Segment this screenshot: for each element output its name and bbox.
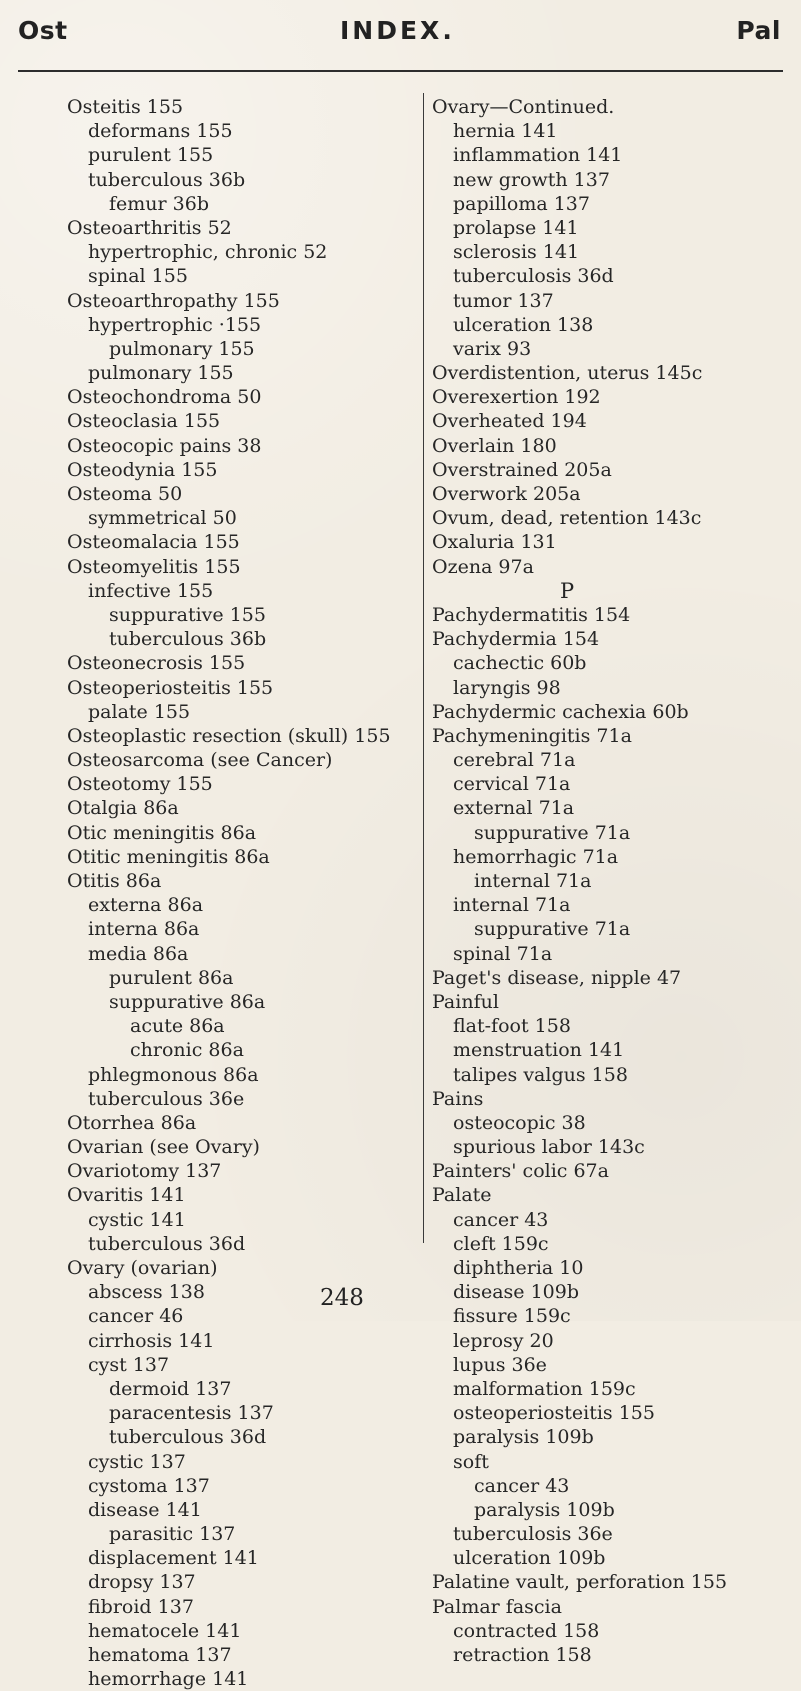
index-entry: paralysis 109b xyxy=(474,1498,615,1521)
index-entry: Painful xyxy=(432,990,499,1013)
index-entry: ulceration 138 xyxy=(453,313,594,336)
index-entry: Pachydermia 154 xyxy=(432,628,600,651)
index-entry: tuberculosis 36d xyxy=(453,265,614,288)
right-index-column xyxy=(432,95,782,1667)
index-entry: external 71a xyxy=(453,797,575,820)
index-entry: internal 71a xyxy=(474,870,592,892)
index-entry: cancer 43 xyxy=(453,1208,549,1231)
index-entry: hematocele 141 xyxy=(88,1619,242,1642)
index-entry: talipes valgus 158 xyxy=(453,1063,628,1086)
index-entry: suppurative 155 xyxy=(109,603,266,626)
index-entry: Osteitis 155 xyxy=(67,96,184,118)
index-entry: Overheated 194 xyxy=(432,410,587,433)
index-entry: pulmonary 155 xyxy=(109,337,255,360)
index-entry: soft xyxy=(453,1450,489,1473)
index-entry: purulent 86a xyxy=(109,966,234,989)
index-entry: Palate xyxy=(432,1184,492,1207)
index-entry: tuberculosis 36e xyxy=(453,1523,613,1546)
index-entry: diphtheria 10 xyxy=(453,1257,584,1279)
index-entry: deformans 155 xyxy=(88,120,233,143)
index-entry: femur 36b xyxy=(109,192,209,215)
left-index-column xyxy=(67,95,412,1691)
index-entry: malformation 159c xyxy=(453,1377,636,1400)
index-entry: fibroid 137 xyxy=(88,1595,194,1618)
index-entry: Osteochondroma 50 xyxy=(67,386,262,409)
index-entry: parasitic 137 xyxy=(109,1523,236,1546)
index-entry: Ovary (ovarian) xyxy=(67,1257,218,1279)
index-entry: hemorrhagic 71a xyxy=(453,845,619,868)
index-entry: Ovaritis 141 xyxy=(67,1184,186,1207)
header-rule xyxy=(18,70,783,72)
index-entry: Osteodynia 155 xyxy=(67,458,218,481)
index-entry: Pachydermatitis 154 xyxy=(432,603,631,626)
index-entry: leprosy 20 xyxy=(453,1329,554,1352)
index-entry: Otitis 86a xyxy=(67,870,162,892)
index-entry: retraction 158 xyxy=(453,1644,592,1666)
index-entry: hernia 141 xyxy=(453,120,558,143)
index-entry: tumor 137 xyxy=(453,289,554,312)
index-entry: Palatine vault, perforation 155 xyxy=(432,1571,728,1594)
index-entry: Painters' colic 67a xyxy=(432,1160,609,1183)
index-entry: lupus 36e xyxy=(453,1353,547,1376)
index-entry: Pachymeningitis 71a xyxy=(432,724,632,747)
index-entry: Ovariotomy 137 xyxy=(67,1160,222,1183)
index-entry: spinal 155 xyxy=(88,265,188,288)
index-entry: phlegmonous 86a xyxy=(88,1063,259,1086)
index-entry: sclerosis 141 xyxy=(453,241,580,264)
index-entry: P xyxy=(560,578,575,603)
index-entry: Osteocopic pains 38 xyxy=(67,434,262,457)
index-entry: fissure 159c xyxy=(453,1305,571,1328)
index-entry: Osteomyelitis 155 xyxy=(67,555,241,578)
index-entry: internal 71a xyxy=(453,894,571,917)
index-entry: cleft 159c xyxy=(453,1232,549,1255)
index-entry: cerebral 71a xyxy=(453,749,576,772)
index-entry: cachectic 60b xyxy=(453,652,587,675)
page-number: 248 xyxy=(320,1285,364,1311)
index-entry: Otic meningitis 86a xyxy=(67,821,257,844)
index-entry: disease 141 xyxy=(88,1498,202,1521)
index-entry: hematoma 137 xyxy=(88,1644,232,1666)
index-entry: Overlain 180 xyxy=(432,434,557,457)
index-entry: Palmar fascia xyxy=(432,1595,562,1618)
index-entry: Osteoarthropathy 155 xyxy=(67,289,280,312)
index-entry: Pains xyxy=(432,1087,484,1110)
index-entry: purulent 155 xyxy=(88,144,214,167)
index-entry: pulmonary 155 xyxy=(88,362,234,385)
index-entry: cystoma 137 xyxy=(88,1474,210,1497)
index-entry: Osteonecrosis 155 xyxy=(67,652,246,675)
index-entry: tuberculous 36b xyxy=(109,628,267,651)
index-entry: Pachydermic cachexia 60b xyxy=(432,700,689,723)
index-entry: infective 155 xyxy=(88,579,214,602)
index-entry: paracentesis 137 xyxy=(109,1402,274,1425)
index-entry: hypertrophic, chronic 52 xyxy=(88,241,328,264)
index-entry: cyst 137 xyxy=(88,1353,170,1376)
index-entry: Otalgia 86a xyxy=(67,797,179,820)
index-entry: tuberculous 36d xyxy=(109,1426,267,1449)
index-entry: media 86a xyxy=(88,942,189,965)
index-entry: Osteosarcoma (see Cancer) xyxy=(67,749,333,772)
index-entry: interna 86a xyxy=(88,918,200,941)
index-entry: contracted 158 xyxy=(453,1619,600,1642)
index-entry: tuberculous 36d xyxy=(88,1232,246,1255)
index-entry: new growth 137 xyxy=(453,168,610,191)
index-entry: menstruation 141 xyxy=(453,1039,625,1062)
index-entry: osteocopic 38 xyxy=(453,1111,586,1134)
index-entry: Otorrhea 86a xyxy=(67,1111,197,1134)
index-entry: varix 93 xyxy=(453,337,532,360)
index-entry: displacement 141 xyxy=(88,1547,259,1570)
index-entry: Osteoarthritis 52 xyxy=(67,216,232,239)
index-entry: Ozena 97a xyxy=(432,555,534,578)
index-entry: Overwork 205a xyxy=(432,483,581,505)
index-entry: Osteotomy 155 xyxy=(67,773,213,796)
column-divider xyxy=(423,93,424,1243)
index-entry: flat-foot 158 xyxy=(453,1015,571,1038)
index-entry: tuberculous 36b xyxy=(88,168,246,191)
index-entry: Overstrained 205a xyxy=(432,458,612,481)
index-entry: Osteomalacia 155 xyxy=(67,531,240,554)
index-entry: disease 109b xyxy=(453,1281,580,1304)
index-entry: dermoid 137 xyxy=(109,1377,232,1400)
index-entry: chronic 86a xyxy=(130,1039,244,1062)
index-entry: cervical 71a xyxy=(453,773,571,796)
index-entry: papilloma 137 xyxy=(453,192,590,215)
index-entry: Osteoclasia 155 xyxy=(67,410,221,433)
index-entry: Ovum, dead, retention 143c xyxy=(432,507,702,530)
index-entry: abscess 138 xyxy=(88,1281,205,1304)
index-entry: suppurative 71a xyxy=(474,821,631,844)
index-entry: Otitic meningitis 86a xyxy=(67,845,270,868)
index-entry: cystic 141 xyxy=(88,1208,186,1231)
index-entry: hypertrophic ·155 xyxy=(88,313,262,336)
index-entry: spurious labor 143c xyxy=(453,1136,645,1159)
index-entry: Ovarian (see Ovary) xyxy=(67,1136,260,1159)
index-entry: cancer 43 xyxy=(474,1474,570,1497)
page-header xyxy=(0,16,801,72)
index-entry: Overexertion 192 xyxy=(432,386,601,409)
index-entry: laryngis 98 xyxy=(453,676,561,699)
running-head-left: Ost xyxy=(18,16,68,45)
index-entry: suppurative 71a xyxy=(474,918,631,941)
index-entry: paralysis 109b xyxy=(453,1426,594,1449)
index-entry: osteoperiosteitis 155 xyxy=(453,1402,655,1425)
index-entry: ulceration 109b xyxy=(453,1547,606,1570)
index-entry: Overdistention, uterus 145c xyxy=(432,362,703,385)
index-entry: externa 86a xyxy=(88,894,204,917)
index-entry: Oxaluria 131 xyxy=(432,531,557,554)
index-entry: palate 155 xyxy=(88,700,191,723)
index-entry: cancer 46 xyxy=(88,1305,184,1328)
index-entry: inflammation 141 xyxy=(453,144,623,167)
index-entry: Ovary—Continued. xyxy=(432,96,615,118)
index-entry: cystic 137 xyxy=(88,1450,186,1473)
index-entry: hemorrhage 141 xyxy=(88,1668,249,1691)
index-entry: Osteoplastic resection (skull) 155 xyxy=(67,724,391,747)
index-entry: tuberculous 36e xyxy=(88,1087,245,1110)
index-entry: symmetrical 50 xyxy=(88,507,237,530)
index-entry: dropsy 137 xyxy=(88,1571,196,1594)
index-entry: cirrhosis 141 xyxy=(88,1329,215,1352)
index-entry: Osteoma 50 xyxy=(67,483,183,505)
index-entry: Paget's disease, nipple 47 xyxy=(432,966,682,989)
running-head-center: INDEX. xyxy=(340,16,455,45)
running-head-right: Pal xyxy=(736,16,781,45)
index-entry: Osteoperiosteitis 155 xyxy=(67,676,274,699)
index-entry: acute 86a xyxy=(130,1015,225,1038)
index-entry: spinal 71a xyxy=(453,942,553,965)
index-entry: suppurative 86a xyxy=(109,990,266,1013)
index-entry: prolapse 141 xyxy=(453,216,579,239)
